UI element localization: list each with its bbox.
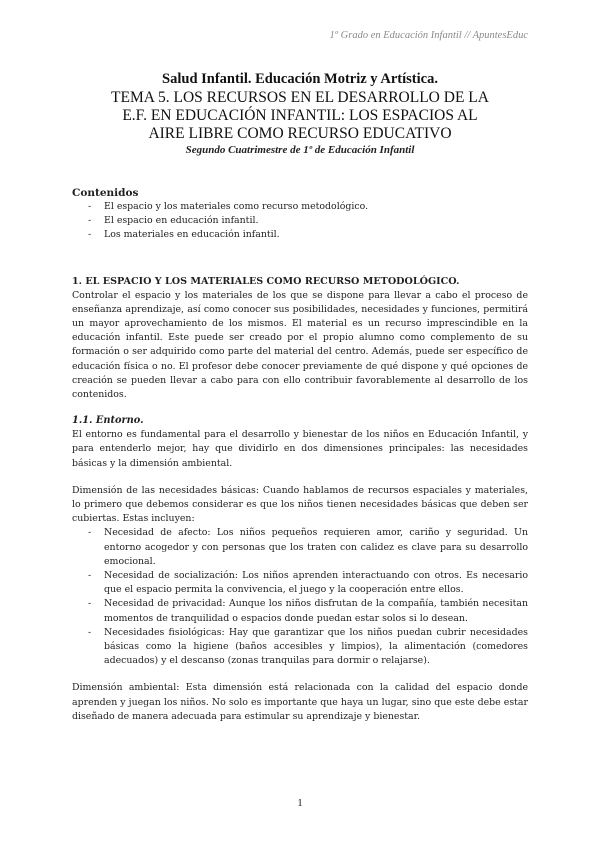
contents-heading: Contenidos [72, 187, 139, 199]
running-header: 1º Grado en Educación Infantil // ApuntesEduc [329, 30, 528, 41]
contents-item: - Los materiales en educación infantil. [72, 228, 528, 242]
page-number: 1 [297, 797, 303, 809]
topic-title-line-1: TEMA 5. LOS RECURSOS EN EL DESARROLLO DE LA [111, 89, 489, 106]
needs-list [72, 526, 528, 668]
environmental-dimension-paragraph: Dimensión ambiental: Esta dimensión está relacionada con la calidad del espacio donde aprenden y juegan los niños. No solo es importante que haya un lugar, sino que este debe estar diseñado de manera adecuada para estimular su aprendizaje y bienestar. [72, 682, 528, 722]
contents-list [72, 200, 528, 243]
need-item-physiological: - Necesidades fisiológicas: Hay que garantizar que los niños puedan cubrir necesidades básicas como la higiene (baños accesibles y limpios), la alimentación (comedores adecuados) y el descanso (zonas tranquilas para dormir o relajarse). [72, 626, 528, 669]
topic-title-line-3: AIRE LIBRE COMO RECURSO EDUCATIVO [148, 125, 452, 142]
section-1-heading: 1. EL ESPACIO Y LOS MATERIALES COMO RECURSO METODOLÓGICO. [72, 275, 460, 287]
contents-item: - El espacio en educación infantil. [72, 214, 528, 228]
title-block [72, 70, 528, 156]
document-body [72, 186, 528, 724]
course-title: Salud Infantil. Educación Motriz y Artística. [162, 71, 438, 87]
need-item-privacy: - Necesidad de privacidad: Aunque los niños disfrutan de la compañía, también necesitan momentos de tranquilidad o espacios donde puedan estar solos si lo desean. [72, 597, 528, 625]
subsection-1-1-heading: 1.1. Entorno. [72, 415, 144, 427]
basic-needs-intro: Dimensión de las necesidades básicas: Cuando hablamos de recursos espaciales y materiales, lo primero que debemos considerar es que los niños tienen necesidades básicas que deben ser cubiertas. Estas incluyen: [72, 484, 528, 525]
subsection-1-1-paragraph: El entorno es fundamental para el desarrollo y bienestar de los niños en Educación Infantil, y para entenderlo mejor, hay que dividirlo en dos dimensiones principales: las necesidades básicas y la dimensión ambiental. [72, 429, 528, 469]
need-item-affection: - Necesidad de afecto: Los niños pequeños requieren amor, cariño y seguridad. Un entorno acogedor y con personas que los traten con calidez es clave para su desarrollo emocional. [72, 526, 528, 569]
semester-subtitle: Segundo Cuatrimestre de 1º de Educación Infantil [185, 144, 415, 156]
need-item-socialization: - Necesidad de socialización: Los niños aprenden interactuando con otros. Es necesario que el espacio permita la convivencia, el juego y la cooperación entre ellos. [72, 569, 528, 597]
contents-item: - El espacio y los materiales como recurso metodológico. [72, 200, 528, 214]
section-1-paragraph: Controlar el espacio y los materiales de los que se dispone para llevar a cabo el proceso de enseñanza aprendizaje, así como conocer sus posibilidades, necesidades y funciones, permitirá un mayor aprovechamiento de los mismos. El material es un recurso imprescindible en la educación infantil. Este puede ser creado por el propio alumno como complemento de su formación o ser adquirido como parte del material del centro. Además, puede ser específico de educación física o no. El profesor debe conocer previamente de qué dispone y qué opciones de creación se pueden llevar a cabo para con ello contribuir favorablemente al desarrollo de los contenidos. [72, 289, 528, 401]
topic-title-line-2: E.F. EN EDUCACIÓN INFANTIL: LOS ESPACIOS AL [122, 107, 478, 124]
